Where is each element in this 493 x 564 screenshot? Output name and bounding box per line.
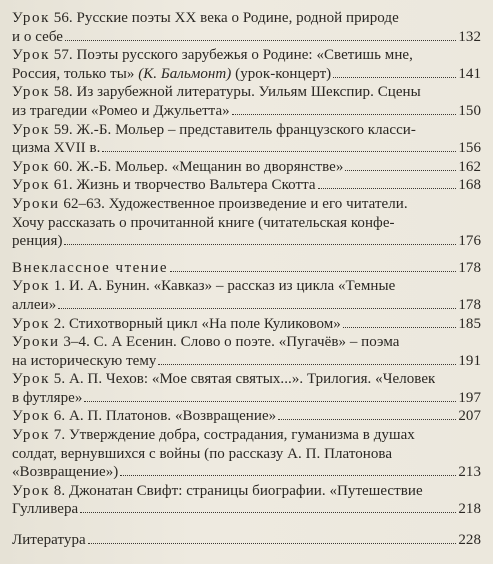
- lesson-title: 59. Ж.-Б. Мольер – представитель французского класси-: [50, 121, 416, 138]
- dot-leader: [102, 151, 456, 152]
- toc-entry-text: [12, 277, 395, 296]
- toc-entry-line: [12, 277, 481, 296]
- page-number: 178: [458, 296, 481, 313]
- lesson-label: Урок: [12, 47, 50, 64]
- toc-entry-text: [12, 500, 78, 519]
- toc-entry-line: [12, 28, 481, 47]
- toc-entry-text: [12, 333, 399, 352]
- lesson-label: Урок: [12, 408, 50, 425]
- lesson-title: 62–63. Художественное произведение и его читатели.: [59, 195, 408, 212]
- toc-entry-text: [12, 352, 156, 371]
- page-number: 218: [458, 501, 481, 518]
- toc-entry-text: [12, 9, 399, 28]
- toc-entry-text: [12, 445, 392, 464]
- toc-entry: [12, 121, 481, 158]
- page-number: 162: [458, 158, 481, 175]
- page-number: 132: [458, 28, 481, 45]
- toc-entry-line: [12, 158, 481, 177]
- toc-entry-line: [12, 389, 481, 408]
- lesson-title: 58. Из зарубежной литературы. Уильям Шекспир. Сцены: [50, 84, 421, 101]
- toc-entry-line: [12, 232, 481, 251]
- page-number: 178: [458, 259, 481, 276]
- toc-entry-line: [12, 333, 481, 352]
- lesson-title: 6. А. П. Платонов. «Возвращение»: [50, 408, 277, 425]
- table-of-contents: [12, 9, 481, 550]
- lesson-title: на историческую тему: [12, 352, 157, 369]
- toc-entry-text: [12, 102, 230, 121]
- toc-entry: [12, 9, 481, 46]
- lesson-author-italic: (К. Бальмонт): [134, 65, 232, 82]
- lesson-title: «Возвращение»): [12, 464, 119, 481]
- toc-entry-text: [12, 389, 82, 408]
- toc-entry-line: [12, 426, 481, 445]
- lesson-label: Урок: [12, 427, 50, 444]
- page-number: 185: [458, 315, 481, 332]
- dot-leader: [278, 419, 456, 420]
- lesson-title: цизма XVII в.: [12, 140, 101, 157]
- dot-leader: [120, 475, 456, 476]
- dot-leader: [88, 543, 457, 544]
- toc-entry-text: [12, 315, 341, 334]
- toc-entry-line: [12, 214, 481, 233]
- toc-entry-text: [12, 232, 62, 251]
- toc-entry-line: [12, 407, 481, 426]
- toc-entry: [12, 407, 481, 426]
- toc-entry-line: [12, 296, 481, 315]
- dot-leader: [58, 308, 456, 309]
- lesson-label: Урок: [12, 371, 50, 388]
- page-number: 176: [458, 233, 481, 250]
- toc-entry-text: [12, 259, 168, 278]
- lesson-title: солдат, вернувшихся с войны (по рассказу А. П. Платонова: [12, 445, 393, 462]
- toc-entry-line: [12, 102, 481, 121]
- section-spacer: [12, 519, 481, 531]
- toc-entry-line: [12, 445, 481, 464]
- toc-entry: [12, 158, 481, 177]
- toc-entry-line: [12, 176, 481, 195]
- toc-entry-text: [12, 482, 423, 501]
- toc-entry: [12, 277, 481, 314]
- toc-entry: [12, 315, 481, 334]
- toc-entry-line: [12, 531, 481, 550]
- toc-entry-text: [12, 83, 421, 102]
- toc-entry: [12, 426, 481, 482]
- dot-leader: [170, 271, 456, 272]
- toc-entry-line: [12, 482, 481, 501]
- page-number: 207: [458, 408, 481, 425]
- toc-entry-line: [12, 500, 481, 519]
- lesson-title: 2. Стихотворный цикл «На поле Куликовом»: [50, 315, 341, 332]
- lesson-label: Уроки: [12, 195, 60, 212]
- page-number: 168: [458, 177, 481, 194]
- lesson-title: Хочу рассказать о прочитанной книге (читательская конфе-: [12, 214, 395, 231]
- lesson-title: Гулливера: [12, 501, 79, 518]
- toc-entry-line: [12, 463, 481, 482]
- toc-entry: [12, 195, 481, 251]
- lesson-label: Урок: [12, 84, 50, 101]
- dot-leader: [64, 244, 456, 245]
- lesson-label: Урок: [12, 158, 50, 175]
- toc-entry: [12, 370, 481, 407]
- toc-entry: [12, 176, 481, 195]
- dot-leader: [232, 114, 457, 115]
- toc-entry-text: [12, 463, 118, 482]
- lesson-title: из трагедии «Ромео и Джульетта»: [12, 102, 230, 119]
- page-number: 150: [458, 102, 481, 119]
- toc-entry-line: [12, 121, 481, 140]
- lesson-title: в футляре»: [12, 389, 83, 406]
- toc-entry-text: [12, 426, 415, 445]
- section-spacer: [12, 251, 481, 259]
- lesson-title: 1. И. А. Бунин. «Кавказ» – рассказ из цикла «Темные: [50, 278, 396, 295]
- dot-leader: [158, 364, 456, 365]
- toc-entry-line: [12, 352, 481, 371]
- toc-entry-text: [12, 370, 435, 389]
- lesson-title: 7. Утверждение добра, сострадания, гуманизма в душах: [50, 427, 415, 444]
- page-number: 197: [458, 389, 481, 406]
- lesson-label: Урок: [12, 177, 50, 194]
- toc-entry-text: [12, 407, 276, 426]
- lesson-title: 8. Джонатан Свифт: страницы биографии. «Путешествие: [50, 482, 423, 499]
- page-number: 141: [458, 65, 481, 82]
- dot-leader: [343, 327, 457, 328]
- toc-entry-text: [12, 46, 413, 65]
- lesson-label: Урок: [12, 121, 50, 138]
- lesson-title: 5. А. П. Чехов: «Мое святая святых...». Трилогия. «Человек: [50, 371, 436, 388]
- lesson-title: 60. Ж.-Б. Мольер. «Мещанин во дворянстве»: [50, 158, 344, 175]
- toc-entry-line: [12, 195, 481, 214]
- toc-entry-text: [12, 139, 100, 158]
- page-number: 156: [458, 140, 481, 157]
- lesson-title: аллеи»: [12, 296, 57, 313]
- toc-entry-line: [12, 83, 481, 102]
- toc-entry-line: [12, 139, 481, 158]
- lesson-title: 57. Поэты русского зарубежья о Родине: «Светишь мне,: [50, 47, 413, 64]
- lesson-title: Россия, только ты»: [12, 65, 135, 82]
- toc-entry-line: [12, 370, 481, 389]
- toc-entry-text: [12, 28, 63, 47]
- lesson-label: Урок: [12, 482, 50, 499]
- dot-leader: [65, 40, 456, 41]
- toc-entry-line: [12, 9, 481, 28]
- toc-entry-line: [12, 65, 481, 84]
- lesson-title: Литература: [12, 532, 86, 549]
- toc-entry: [12, 46, 481, 83]
- dot-leader: [84, 401, 456, 402]
- lesson-title: Внеклассное чтение: [12, 259, 169, 276]
- lesson-title: ренция): [12, 233, 63, 250]
- lesson-label: Урок: [12, 10, 50, 26]
- toc-entry-line: [12, 315, 481, 334]
- toc-entry-line: [12, 259, 481, 278]
- lesson-label: Урок: [12, 315, 50, 332]
- lesson-label: Урок: [12, 278, 50, 295]
- toc-entry-line: [12, 46, 481, 65]
- toc-entry-text: [12, 214, 395, 233]
- lesson-title: и о себе: [12, 28, 64, 45]
- toc-entry: [12, 83, 481, 120]
- lesson-label: Уроки: [12, 334, 60, 351]
- toc-entry: [12, 531, 481, 550]
- toc-entry-text: [12, 531, 86, 550]
- lesson-title: 56. Русские поэты XX века о Родине, родной природе: [50, 10, 399, 26]
- toc-entry-text: [12, 195, 408, 214]
- lesson-title: 61. Жизнь и творчество Вальтера Скотта: [50, 177, 316, 194]
- lesson-title: 3–4. С. А Есенин. Слово о поэте. «Пугачёв» – поэма: [59, 334, 400, 351]
- toc-entry-text: [12, 296, 56, 315]
- page-number: 213: [458, 464, 481, 481]
- dot-leader: [318, 188, 457, 189]
- toc-entry-text: [12, 158, 343, 177]
- dot-leader: [345, 170, 456, 171]
- toc-entry: [12, 482, 481, 519]
- page-number: 191: [458, 352, 481, 369]
- toc-entry-text: [12, 176, 316, 195]
- dot-leader: [333, 77, 456, 78]
- page-number: 228: [458, 532, 481, 549]
- dot-leader: [80, 512, 456, 513]
- toc-section-heading: [12, 259, 481, 278]
- lesson-title-suffix: (урок-концерт): [231, 65, 332, 82]
- toc-entry-text: [12, 121, 416, 140]
- toc-entry-text: [12, 65, 331, 84]
- toc-entry: [12, 333, 481, 370]
